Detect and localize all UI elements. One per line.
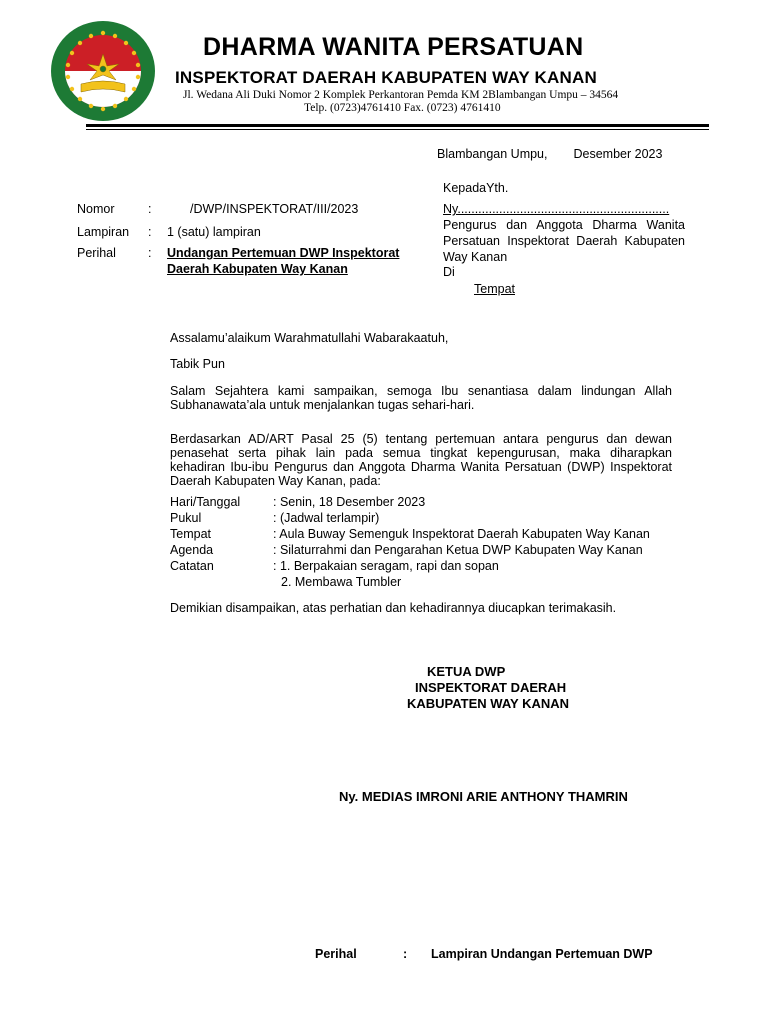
attachment-label: Perihal bbox=[315, 947, 357, 961]
recipient-salutation: KepadaYth. bbox=[443, 181, 509, 195]
signature-title-3: KABUPATEN WAY KANAN bbox=[407, 696, 570, 711]
tabik: Tabik Pun bbox=[170, 357, 225, 371]
dwp-logo bbox=[50, 20, 156, 122]
paragraph-1: Salam Sejahtera kami sampaikan, semoga Ibu senantiasa dalam lindungan Allah Subhanawata’ala untuk menjalankan tugas sehari-hari. bbox=[170, 384, 672, 412]
nomor-label: Nomor bbox=[77, 202, 115, 216]
letterhead-rule-thick bbox=[86, 124, 709, 127]
signatory-name: Ny. MEDIAS IMRONI ARIE ANTHONY THAMRIN bbox=[339, 789, 628, 804]
paragraph-2: Berdasarkan AD/ART Pasal 25 (5) tentang pertemuan antara pengurus dan dewan penasehat serta pihak lain pada semua tingkat kepengurusan, maka diharapkan kehadiran Ibu-ibu Pengurus dan Anggota Dharma Wanita Persatuan (DWP) Inspektorat Daerah Kabupaten Way Kanan, pada: bbox=[170, 432, 672, 488]
org-unit: INSPEKTORAT DAERAH KABUPATEN WAY KANAN bbox=[175, 68, 597, 87]
org-phone-fax: Telp. (0723)4761410 Fax. (0723) 4761410 bbox=[304, 102, 501, 114]
detail-label-tempat: Tempat bbox=[170, 527, 211, 541]
lampiran-value: 1 (satu) lampiran bbox=[167, 225, 261, 239]
attachment-value: Lampiran Undangan Pertemuan DWP bbox=[431, 947, 653, 961]
detail-label-pukul: Pukul bbox=[170, 511, 202, 525]
place: Blambangan Umpu, bbox=[437, 147, 548, 161]
perihal-value bbox=[167, 245, 399, 277]
place-date bbox=[437, 146, 662, 162]
lampiran-label: Lampiran bbox=[77, 225, 130, 239]
detail-label-agenda: Agenda bbox=[170, 543, 214, 557]
perihal-colon: : bbox=[148, 246, 152, 260]
detail-value-hari: : Senin, 18 Desember 2023 bbox=[273, 495, 426, 509]
recipient-name: Pengurus dan Anggota Dharma Wanita Persatuan Inspektorat Daerah Kabupaten Way Kanan bbox=[443, 218, 685, 264]
detail-label-hari: Hari/Tanggal bbox=[170, 495, 241, 509]
recipient-tempat: Tempat bbox=[474, 282, 515, 296]
detail-label-catatan: Catatan bbox=[170, 559, 214, 573]
signature-title-2: INSPEKTORAT DAERAH bbox=[415, 680, 567, 695]
recipient-ny-line: Ny............................................................. bbox=[443, 202, 670, 216]
greeting: Assalamu’alaikum Warahmatullahi Wabarakaatuh, bbox=[170, 331, 449, 345]
date: Desember 2023 bbox=[573, 147, 663, 161]
detail-value-agenda: : Silaturrahmi dan Pengarahan Ketua DWP Kabupaten Way Kanan bbox=[273, 543, 643, 557]
perihal-line-2: Daerah Kabupaten Way Kanan bbox=[167, 262, 348, 276]
perihal-label: Perihal bbox=[77, 246, 116, 260]
attachment-colon: : bbox=[403, 947, 408, 961]
detail-value-pukul: : (Jadwal terlampir) bbox=[273, 511, 380, 525]
perihal-line-1: Undangan Pertemuan DWP Inspektorat bbox=[167, 246, 400, 260]
letterhead-rule-thin bbox=[86, 129, 709, 130]
lampiran-colon: : bbox=[148, 225, 152, 239]
detail-value-catatan: : 1. Berpakaian seragam, rapi dan sopan bbox=[273, 559, 499, 573]
nomor-value: /DWP/INSPEKTORAT/III/2023 bbox=[190, 202, 359, 216]
closing: Demikian disampaikan, atas perhatian dan kehadirannya diucapkan terimakasih. bbox=[170, 601, 617, 615]
detail-value-tempat: : Aula Buway Semenguk Inspektorat Daerah Kabupaten Way Kanan bbox=[273, 527, 650, 541]
org-name: DHARMA WANITA PERSATUAN bbox=[203, 33, 584, 61]
org-address: Jl. Wedana Ali Duki Nomor 2 Komplek Perkantoran Pemda KM 2Blambangan Umpu – 34564 bbox=[183, 89, 619, 101]
nomor-colon: : bbox=[148, 202, 152, 216]
recipient-di: Di bbox=[443, 265, 455, 279]
detail-catatan-2: 2. Membawa Tumbler bbox=[281, 575, 402, 589]
signature-title-1: KETUA DWP bbox=[427, 664, 506, 679]
